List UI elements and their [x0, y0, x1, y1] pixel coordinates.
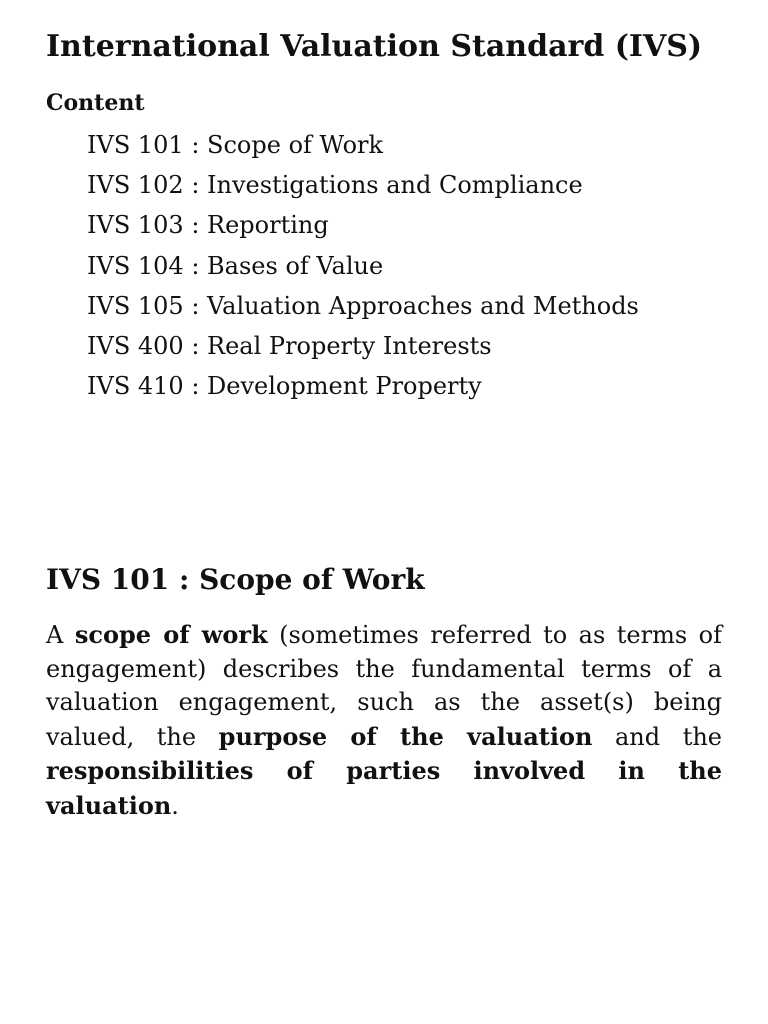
content-label: Content	[46, 90, 145, 116]
toc-item-ivs-102: IVS 102 : Investigations and Compliance	[87, 171, 583, 200]
paragraph-text: A	[46, 621, 75, 649]
emphasis-responsibilities: responsibilities of parties involved in the valuation	[46, 756, 722, 820]
document-title: International Valuation Standard (IVS)	[46, 29, 703, 64]
paragraph-text: (sometimes referred to as terms of engagement) describes the fundamental terms of a valuation engagement, such as the asset(s) being valued, the	[46, 621, 722, 751]
toc-item-ivs-105: IVS 105 : Valuation Approaches and Methods	[87, 291, 639, 320]
emphasis-scope-of-work: scope of work	[74, 620, 268, 649]
toc-item-ivs-104: IVS 104 : Bases of Value	[87, 251, 384, 280]
toc-item-ivs-400: IVS 400 : Real Property Interests	[87, 331, 492, 360]
section-paragraph	[46, 618, 722, 824]
section-heading: IVS 101 : Scope of Work	[46, 563, 425, 596]
table-of-contents	[87, 125, 639, 406]
paragraph-text: .	[171, 791, 179, 820]
toc-item-ivs-103: IVS 103 : Reporting	[87, 211, 329, 240]
emphasis-purpose: purpose of the valuation	[218, 721, 593, 751]
toc-item-ivs-101: IVS 101 : Scope of Work	[87, 131, 384, 159]
toc-item-ivs-410: IVS 410 : Development Property	[87, 372, 482, 401]
paragraph-text: and the	[592, 722, 723, 751]
